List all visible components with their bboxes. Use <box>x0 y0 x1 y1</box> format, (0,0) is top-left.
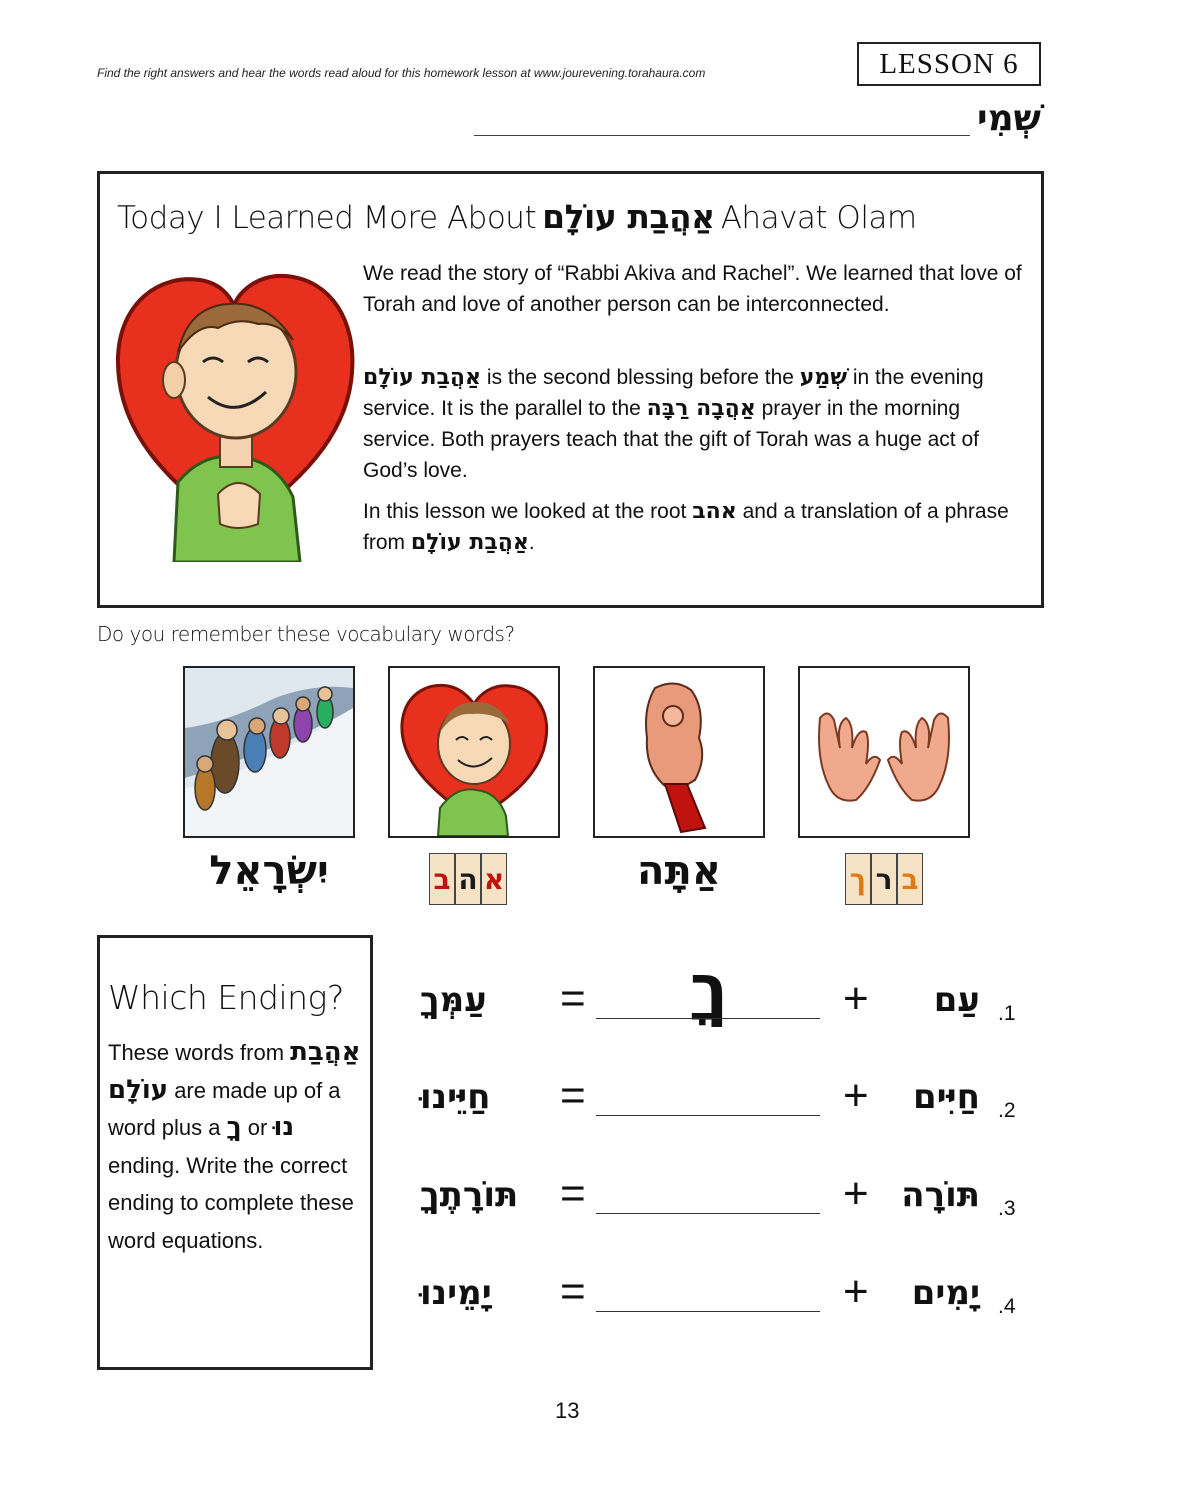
vocab-root-love <box>429 853 507 905</box>
equation-number: .1 <box>998 1002 1016 1025</box>
plus-sign: + <box>843 1071 869 1120</box>
vocab-image-crowd <box>183 666 355 838</box>
p3-hebrew-1: אהב <box>692 499 737 524</box>
equation-word: תּוֹרָה <box>901 1175 980 1215</box>
boy-heart-small-illustration <box>390 668 558 836</box>
root-letter-3: ך <box>845 853 871 905</box>
which-ending-title: Which Ending? <box>108 978 344 1017</box>
learned-paragraph-3 <box>363 496 1023 558</box>
vocab-root-bless <box>845 853 923 905</box>
p2-hebrew-2: שְׁמַע <box>799 365 848 390</box>
answer-blank[interactable] <box>596 1213 820 1214</box>
plus-sign: + <box>843 974 869 1023</box>
learned-title-suffix: Ahavat Olam <box>720 200 917 236</box>
name-write-line[interactable] <box>474 135 970 136</box>
equation-word: חַיִּים <box>912 1077 980 1117</box>
vocab-word-you: אַתָּה <box>637 848 721 894</box>
ending-text-d: ending. Write the correct ending to complete these word equations. <box>108 1152 354 1253</box>
equals-sign: = <box>560 974 586 1023</box>
p2-text-c: prayer in the morning service. Both prayers teach that the gift of Torah was a huge act of God’s love. <box>363 397 979 482</box>
name-label: שְׁמִי <box>977 98 1041 139</box>
learned-title <box>117 197 917 236</box>
ending-text-b: are made up of a word plus a <box>108 1077 341 1140</box>
root-letter-2: ר <box>871 853 897 905</box>
vocab-question: Do you remember these vocabulary words? <box>97 622 515 646</box>
p3-text-a: In this lesson we looked at the root <box>363 500 693 523</box>
root-letter-1: ב <box>897 853 923 905</box>
open-hands-illustration <box>800 668 968 836</box>
equation-number: .3 <box>998 1197 1016 1220</box>
equation-result: חַיֵּינוּ <box>420 1077 491 1117</box>
answer-blank[interactable] <box>596 1115 820 1116</box>
learned-title-hebrew: אַהֲבַת עוֹלָם <box>542 197 715 236</box>
vocab-word-israel: יִשְׂרָאֵל <box>209 848 329 894</box>
root-letter-1: א <box>481 853 507 905</box>
learned-paragraph-2 <box>363 362 1023 486</box>
plus-sign: + <box>843 1169 869 1218</box>
equals-sign: = <box>560 1169 586 1218</box>
ending-text-hebrew: אַהֲבַת עוֹלָם <box>108 1037 361 1105</box>
p3-hebrew-2: אַהֲבַת עוֹלָם <box>410 530 529 555</box>
vocab-image-bless <box>798 666 970 838</box>
boy-heart-illustration <box>108 262 360 562</box>
suffix-kha: ךָ <box>226 1112 242 1142</box>
p2-text-a: is the second blessing before the <box>481 366 800 389</box>
homework-website-note: Find the right answers and hear the words read aloud for this homework lesson at www.jourevening.torahaura.com <box>97 66 706 80</box>
learned-paragraph-1: We read the story of “Rabbi Akiva and Rachel”. We learned that love of Torah and love of another person can be interconnected. <box>363 262 1022 316</box>
p2-text-b: in the evening service. It is the parallel to the <box>363 366 984 420</box>
equation-word: יָמִים <box>911 1273 980 1313</box>
root-letter-2: ה <box>455 853 481 905</box>
vocab-image-love <box>388 666 560 838</box>
equals-sign: = <box>560 1071 586 1120</box>
root-letter-3: ב <box>429 853 455 905</box>
equation-result: תּוֹרָתֶךָ <box>420 1175 519 1215</box>
p3-text-b: and a translation of a phrase from <box>363 500 1009 554</box>
ending-text-c: or <box>241 1115 274 1140</box>
lesson-label: LESSON 6 <box>857 42 1041 86</box>
equation-result: עַמְּךָ <box>420 980 487 1020</box>
crowd-illustration <box>185 668 353 836</box>
equation-result: יָמֵינוּ <box>420 1273 492 1313</box>
ending-text-a: These words from <box>108 1040 291 1065</box>
equation-number: .4 <box>998 1295 1016 1318</box>
vocab-image-you <box>593 666 765 838</box>
suffix-nu: נוּ <box>273 1112 295 1142</box>
pointing-hand-illustration <box>595 668 763 836</box>
equals-sign: = <box>560 1267 586 1316</box>
equation-number: .2 <box>998 1099 1016 1122</box>
answer-blank[interactable] <box>596 1311 820 1312</box>
answer-blank[interactable] <box>596 1018 820 1019</box>
p2-hebrew-3: אַהֲבָה רַבָּה <box>646 396 756 421</box>
which-ending-instructions <box>108 1034 363 1259</box>
p2-hebrew-1: אַהֲבַת עוֹלָם <box>363 365 482 390</box>
page-number: 13 <box>555 1398 580 1423</box>
plus-sign: + <box>843 1267 869 1316</box>
learned-title-prefix: Today I Learned More About <box>117 200 537 236</box>
example-answer: ךָ <box>690 950 729 1027</box>
equation-word: עַם <box>933 980 980 1020</box>
p3-text-c: . <box>528 531 535 554</box>
